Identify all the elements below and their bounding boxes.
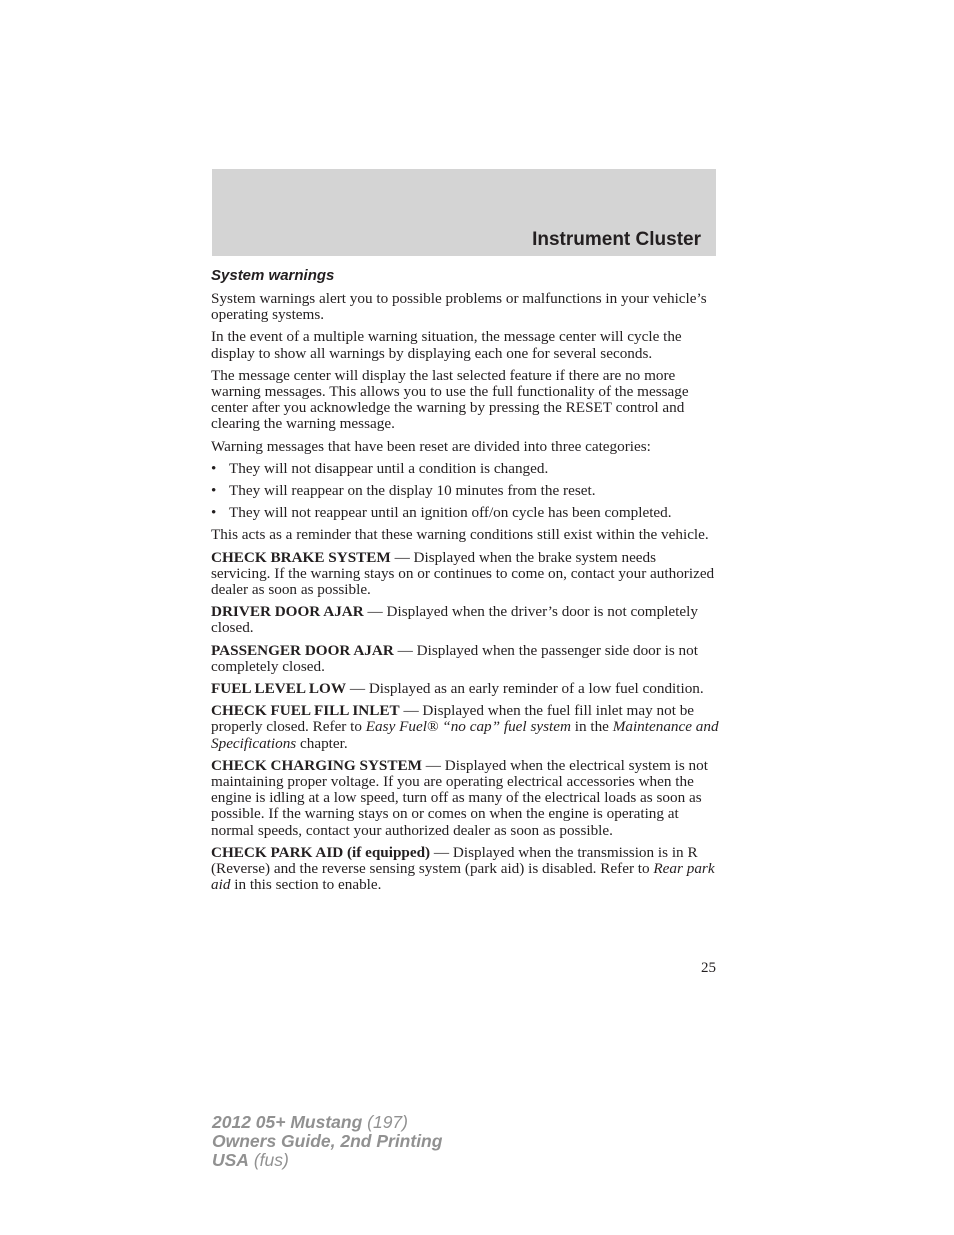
warning-term: DRIVER DOOR AJAR	[211, 603, 364, 621]
intro-paragraph-4: Warning messages that have been reset are divided into three categories:	[211, 437, 651, 455]
cross-reference-rear-park-aid: Rear park aid	[211, 860, 715, 894]
warning-check-brake-system	[211, 550, 719, 599]
footer-market: USA	[212, 1150, 249, 1170]
warning-term: CHECK BRAKE SYSTEM	[211, 548, 391, 566]
warning-term: PASSENGER DOOR AJAR	[211, 641, 394, 659]
chapter-title: Instrument Cluster	[532, 229, 701, 250]
intro-paragraph-2: In the event of a multiple warning situation, the message center will cycle the display to show all warnings by displaying each one for several seconds.	[211, 328, 682, 362]
list-item	[211, 505, 719, 521]
warning-term: CHECK FUEL FILL INLET	[211, 702, 400, 720]
list-item-text: They will not disappear until a condition is changed.	[229, 459, 549, 477]
warning-description: — Displayed when the passenger side door is not completely closed.	[211, 641, 698, 675]
warning-description: — Displayed when the brake system needs servicing. If the warning stays on or continues to come on, contact your authorized dealer as soon as possible.	[211, 548, 715, 599]
footer-line-market	[212, 1151, 442, 1170]
footer-edition: Owners Guide, 2nd Printing	[212, 1131, 443, 1151]
list-item	[211, 461, 719, 477]
warning-term: CHECK PARK AID (if equipped)	[211, 843, 431, 861]
bullet-icon: •	[211, 459, 217, 477]
section-heading: System warnings	[211, 267, 335, 284]
document-footer	[212, 1113, 442, 1170]
warning-check-charging-system	[211, 758, 719, 839]
warning-description: — Displayed when the fuel fill inlet may not be properly closed. Refer to	[211, 702, 695, 736]
cross-reference-maintenance-chapter: Maintenance and Specifications	[211, 718, 719, 752]
warning-driver-door-ajar	[211, 604, 719, 636]
categories-list	[211, 461, 719, 522]
footer-market-code: (fus)	[248, 1150, 289, 1170]
list-item-text: They will reappear on the display 10 minutes from the reset.	[229, 482, 596, 500]
bullet-icon: •	[211, 504, 217, 522]
warning-term: CHECK CHARGING SYSTEM	[211, 756, 422, 774]
warning-check-fuel-fill-inlet	[211, 703, 719, 752]
warning-description: — Displayed when the transmission is in R (Reverse) and the reverse sensing system (park aid) is disabled. Refer to	[211, 843, 698, 878]
warning-description: chapter.	[296, 734, 348, 752]
page-number: 25	[701, 960, 716, 976]
list-item-text: They will not reappear until an ignition off/on cycle has been completed.	[229, 504, 672, 522]
footer-model: 2012 05+ Mustang	[212, 1112, 363, 1132]
reminder-paragraph: This acts as a reminder that these warning conditions still exist within the vehicle.	[211, 526, 709, 544]
chapter-header-band	[212, 169, 716, 256]
cross-reference-easy-fuel: Easy Fuel® “no cap” fuel system	[365, 718, 571, 736]
warning-description: — Displayed when the driver’s door is not completely closed.	[211, 603, 698, 637]
warning-description: — Displayed as an early reminder of a low fuel condition.	[346, 680, 704, 698]
warning-fuel-level-low	[211, 681, 719, 697]
warning-check-park-aid	[211, 845, 719, 894]
warning-description: — Displayed when the electrical system is not maintaining proper voltage. If you are operating electrical accessories when the engine is idling at a low speed, turn off as many of the electrical loads as soon as possible. If the warning stays on or comes on when the engine is operating at normal speeds, contact your authorized dealer as soon as possible.	[211, 756, 708, 839]
list-item	[211, 483, 719, 499]
footer-line-edition	[212, 1132, 442, 1151]
intro-paragraph-1: System warnings alert you to possible problems or malfunctions in your vehicle’s operating systems.	[211, 290, 707, 324]
intro-paragraph-3: The message center will display the last selected feature if there are no more warning messages. This allows you to use the full functionality of the message center after you acknowledge the warning by pressing the RESET control and clearing the warning message.	[211, 366, 689, 433]
warning-passenger-door-ajar	[211, 643, 719, 675]
warning-description: in the	[570, 718, 613, 736]
footer-model-code: (197)	[362, 1112, 408, 1132]
warning-description: in this section to enable.	[230, 876, 382, 894]
warning-term: FUEL LEVEL LOW	[211, 680, 347, 698]
page-content	[211, 266, 719, 900]
footer-line-model	[212, 1113, 442, 1132]
bullet-icon: •	[211, 482, 217, 500]
